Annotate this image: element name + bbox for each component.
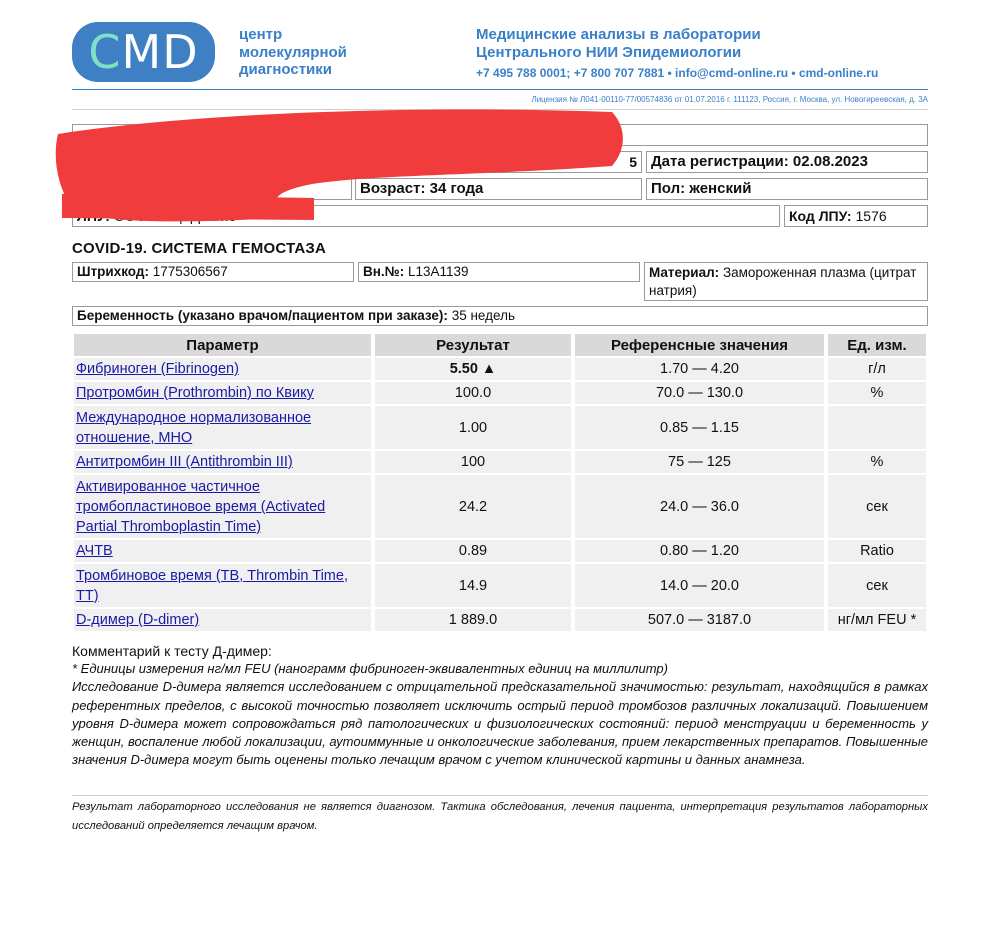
comment-units-note: * Единицы измерения нг/мл FEU (нанограмм фибриноген-эквивалентных единиц на миллилитр) [72, 661, 668, 677]
tagline-line: центр [239, 26, 283, 43]
reference-range: 75 — 125 [575, 451, 824, 473]
comment-heading: Комментарий к тесту Д-димер: [72, 643, 272, 659]
table-row [74, 451, 926, 473]
contacts-line: +7 495 788 0001; +7 800 707 7881 • info@cmd-online.ru • cmd-online.ru [476, 66, 879, 80]
column-header-unit: Ед. изм. [828, 334, 926, 356]
pregnancy-label: Беременность (указано врачом/пациентом при заказе): [77, 308, 448, 323]
sex-label: Пол: [651, 180, 686, 197]
tagline-line: молекулярной [239, 43, 347, 61]
parameter-link[interactable]: Фибриноген (Fibrinogen) [74, 358, 371, 380]
lab-name [476, 26, 761, 62]
barcode-field [72, 262, 354, 282]
pregnancy-value: 35 недель [451, 308, 515, 323]
material-value: Замороженная плазма (цитрат натрия) [649, 265, 917, 298]
parameter-link[interactable]: АЧТВ [74, 540, 371, 562]
reference-range: 70.0 — 130.0 [575, 382, 824, 404]
lab-name-line: Центрального НИИ Эпидемиологии [476, 44, 742, 61]
lpu-code-field [784, 205, 928, 227]
parameter-link[interactable]: Международное нормализованное отношение, МНО [74, 406, 371, 449]
sex-value: женский [689, 180, 752, 197]
sex-field [646, 178, 928, 200]
lab-name-line: Медицинские анализы в лаборатории [476, 26, 761, 43]
table-row [74, 406, 926, 449]
divider [72, 795, 928, 796]
table-row [74, 358, 926, 380]
header-divider [72, 89, 928, 90]
reference-range: 24.0 — 36.0 [575, 475, 824, 538]
result-value: 100.0 [375, 382, 571, 404]
result-value: 0.89 [375, 540, 571, 562]
internal-number-label: Вн.№: [363, 264, 405, 279]
unit: сек [828, 475, 926, 538]
registration-date-field [646, 151, 928, 173]
parameter-link[interactable]: Протромбин (Prothrombin) по Квику [74, 382, 371, 404]
license-text: Лицензия № Л041-00110-77/00574836 от 01.07.2016 г. 111123, Россия, г. Москва, ул. Новогиреевская, д. 3А [531, 95, 928, 104]
material-field [644, 262, 928, 301]
panel-title: COVID-19. СИСТЕМА ГЕМОСТАЗА [72, 240, 327, 257]
result-value: 14.9 [375, 564, 571, 607]
parameter-link[interactable]: Тромбиновое время (ТВ, Thrombin Time, ТТ) [74, 564, 371, 607]
column-header-reference: Референсные значения [575, 334, 824, 356]
comment-body: Исследование D-димера является исследованием с отрицательной предсказательной значимостью: результат, находящийся в рамках референтных пределов, с высокой точностью позволяет исключить острый период тромбозов различных локализаций. Повышением уровня D-димера может сопровождаться ряд патологических и физиологических состояний: период менструации и беременность у женщин, воспаление любой локализации, аутоиммунные и онкологические заболевания, прием лекарственных препаратов. Повышенные значения D-димера могут быть оценены только лечащим врачом с учетом клинической картины и данных анамнеза. [72, 679, 928, 768]
reference-range: 507.0 — 3187.0 [575, 609, 824, 631]
lpu-code-value: 1576 [855, 208, 887, 224]
result-value: 1.00 [375, 406, 571, 449]
table-row [74, 540, 926, 562]
parameter-link[interactable]: Активированное частичное тромбопластиновое время (Activated Partial Thromboplastin Time) [74, 475, 371, 538]
table-row [74, 564, 926, 607]
reference-range: 0.80 — 1.20 [575, 540, 824, 562]
unit: нг/мл FEU * [828, 609, 926, 631]
unit [828, 406, 926, 449]
company-tagline [239, 26, 347, 79]
reference-range: 1.70 — 4.20 [575, 358, 824, 380]
parameter-link[interactable]: D-димер (D-dimer) [74, 609, 371, 631]
reference-range: 0.85 — 1.15 [575, 406, 824, 449]
order-tail: 5 [629, 154, 637, 170]
result-value: 1 889.0 [375, 609, 571, 631]
unit: сек [828, 564, 926, 607]
age-value: 34 года [429, 180, 484, 197]
column-header-parameter: Параметр [74, 334, 371, 356]
lpu-code-label: Код ЛПУ: [789, 208, 852, 224]
redaction-scribble [52, 98, 627, 222]
logo: CMD [88, 25, 199, 79]
material-label: Материал: [649, 265, 720, 280]
barcode-label: Штрихкод: [77, 264, 149, 279]
pregnancy-field [72, 306, 928, 326]
results-table [70, 332, 930, 633]
unit: г/л [828, 358, 926, 380]
result-value: 5.50 ▲ [375, 358, 571, 380]
unit: % [828, 382, 926, 404]
tagline-line: диагностики [239, 61, 332, 78]
internal-number-value: L13A1139 [407, 264, 469, 279]
table-row [74, 475, 926, 538]
age-label: Возраст: [360, 180, 426, 197]
reference-range: 14.0 — 20.0 [575, 564, 824, 607]
column-header-result: Результат [375, 334, 571, 356]
result-value: 24.2 [375, 475, 571, 538]
table-header-row [74, 334, 926, 356]
unit: Ratio [828, 540, 926, 562]
parameter-link[interactable]: Антитромбин III (Antithrombin III) [74, 451, 371, 473]
disclaimer-text: Результат лабораторного исследования не является диагнозом. Тактика обследования, лечения пациента, интерпретация результатов лабораторных исследований определяется лечащим врачом. [72, 801, 928, 832]
d-dimer-comment [72, 642, 928, 769]
barcode-value: 1775306567 [152, 264, 228, 279]
result-value: 100 [375, 451, 571, 473]
registration-label: Дата регистрации: [651, 153, 789, 170]
unit: % [828, 451, 926, 473]
internal-number-field [358, 262, 640, 282]
registration-value: 02.08.2023 [792, 153, 868, 170]
table-row [74, 382, 926, 404]
table-row [74, 609, 926, 631]
